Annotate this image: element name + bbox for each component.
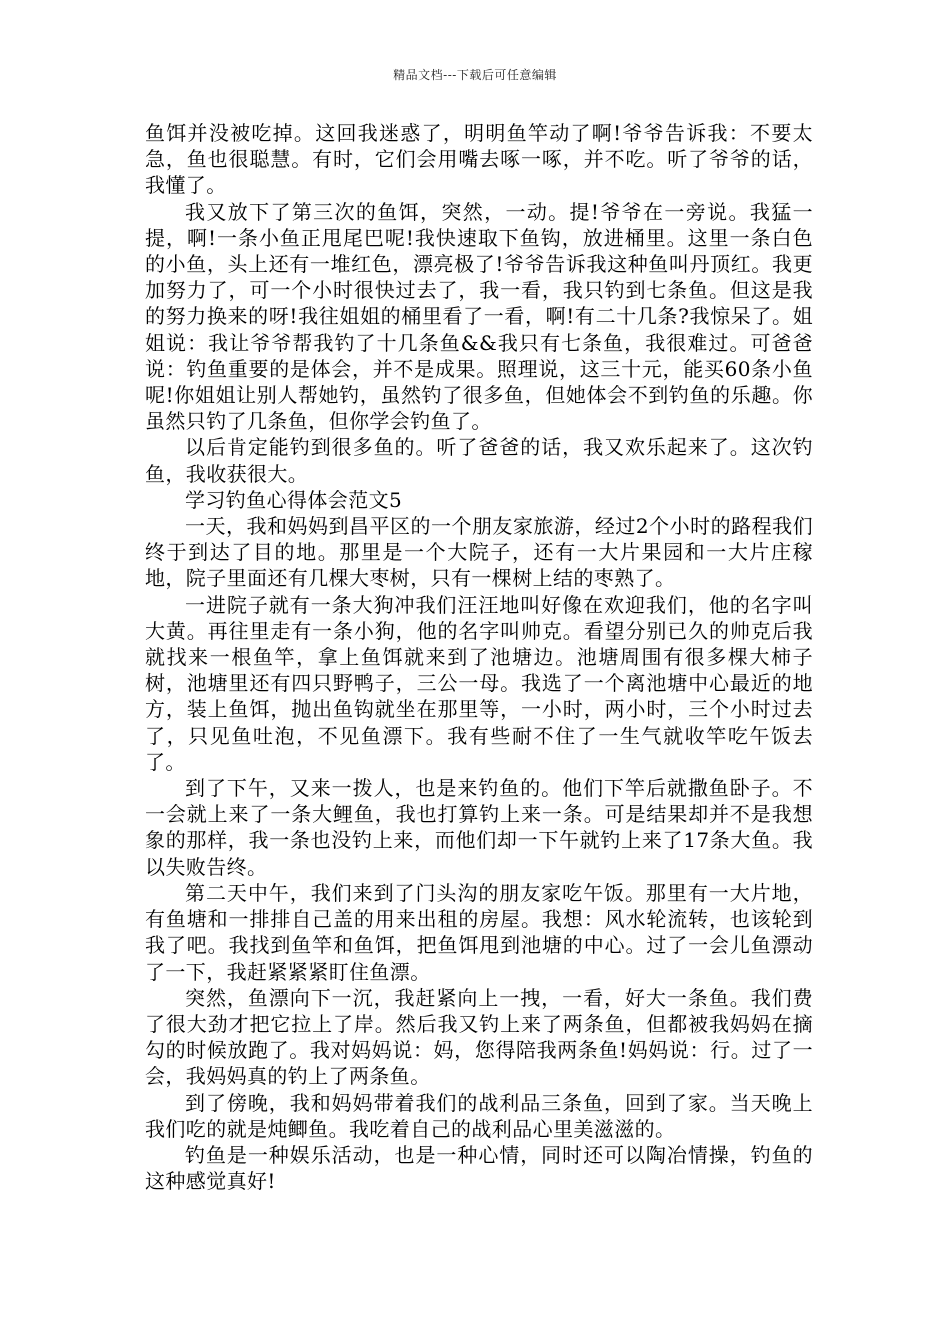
paragraph: 以后肯定能钓到很多鱼的。听了爸爸的话，我又欢乐起来了。这次钓鱼，我收获很大。 xyxy=(145,435,813,486)
paragraph: 钓鱼是一种娱乐活动，也是一种心情，同时还可以陶冶情操，钓鱼的这种感觉真好! xyxy=(145,1142,813,1194)
section-heading: 学习钓鱼心得体会范文5 xyxy=(185,487,403,512)
document-body xyxy=(145,120,813,1194)
paragraph: 我又放下了第三次的鱼饵，突然，一动。提!爷爷在一旁说。我猛一提，啊!一条小鱼正甩尾巴呢!我快速取下鱼钩，放进桶里。这里一条白色的小鱼，头上还有一堆红色，漂亮极了!爷爷告诉我这种鱼叫丹顶红。我更加努力了，可一个小时很快过去了，我一看，我只钓到七条鱼。但这是我的努力换来的呀!我往姐姐的桶里看了一看，啊!有二十几条?我惊呆了。姐姐说：我让爷爷帮我钓了十几条鱼&&我只有七条鱼，我很难过。可爸爸说：钓鱼重要的是体会，并不是成果。照理说，这三十元，能买60条小鱼呢!你姐姐让别人帮她钓，虽然钓了很多鱼，但她体会不到钓鱼的乐趣。你虽然只钓了几条鱼，但你学会钓鱼了。 xyxy=(145,199,813,434)
paragraph: 一进院子就有一条大狗冲我们汪汪地叫好像在欢迎我们，他的名字叫大黄。再往里走有一条小狗，他的名字叫帅克。看望分别已久的帅克后我就找来一根鱼竿，拿上鱼饵就来到了池塘边。池塘周围有很多棵大柿子树，池塘里还有四只野鸭子，三公一母。我选了一个离池塘中心最近的地方，装上鱼饵，抛出鱼钩就坐在那里等，一小时，两小时，三个小时过去了，只见鱼吐泡，不见鱼漂下。我有些耐不住了一生气就收竿吃午饭去了。 xyxy=(145,592,813,774)
paragraph: 到了下午，又来一拨人，也是来钓鱼的。他们下竿后就撒鱼卧子。不一会就上来了一条大鲤鱼，我也打算钓上来一条。可是结果却并不是我想象的那样，我一条也没钓上来，而他们却一下午就钓上来了17条大鱼。我以失败告终。 xyxy=(145,776,813,879)
paragraph: 一天，我和妈妈到昌平区的一个朋友家旅游，经过2个小时的路程我们终于到达了目的地。那里是一个大院子，还有一大片果园和一大片庄稼地，院子里面还有几棵大枣树，只有一棵树上结的枣熟了。 xyxy=(145,514,813,591)
paragraph: 突然，鱼漂向下一沉，我赶紧向上一拽，一看，好大一条鱼。我们费了很大劲才把它拉上了岸。然后我又钓上来了两条鱼，但都被我妈妈在摘勾的时候放跑了。我对妈妈说：妈，您得陪我两条鱼!妈妈说：行。过了一会，我妈妈真的钓上了两条鱼。 xyxy=(145,985,813,1089)
page-header: 精品文档---下载后可任意编辑 xyxy=(393,68,557,82)
paragraph: 到了傍晚，我和妈妈带着我们的战利品三条鱼，回到了家。当天晚上我们吃的就是炖鲫鱼。我吃着自己的战利品心里美滋滋的。 xyxy=(145,1090,813,1141)
paragraph: 第二天中午，我们来到了门头沟的朋友家吃午饭。那里有一大片地，有鱼塘和一排排自己盖的用来出租的房屋。我想：风水轮流转，也该轮到我了吧。我找到鱼竿和鱼饵，把鱼饵甩到池塘的中心。过了一会儿鱼漂动了一下，我赶紧紧紧盯住鱼漂。 xyxy=(145,880,813,984)
paragraph: 鱼饵并没被吃掉。这回我迷惑了，明明鱼竿动了啊!爷爷告诉我：不要太急，鱼也很聪慧。有时，它们会用嘴去啄一啄，并不吃。听了爷爷的话，我懂了。 xyxy=(145,121,813,198)
